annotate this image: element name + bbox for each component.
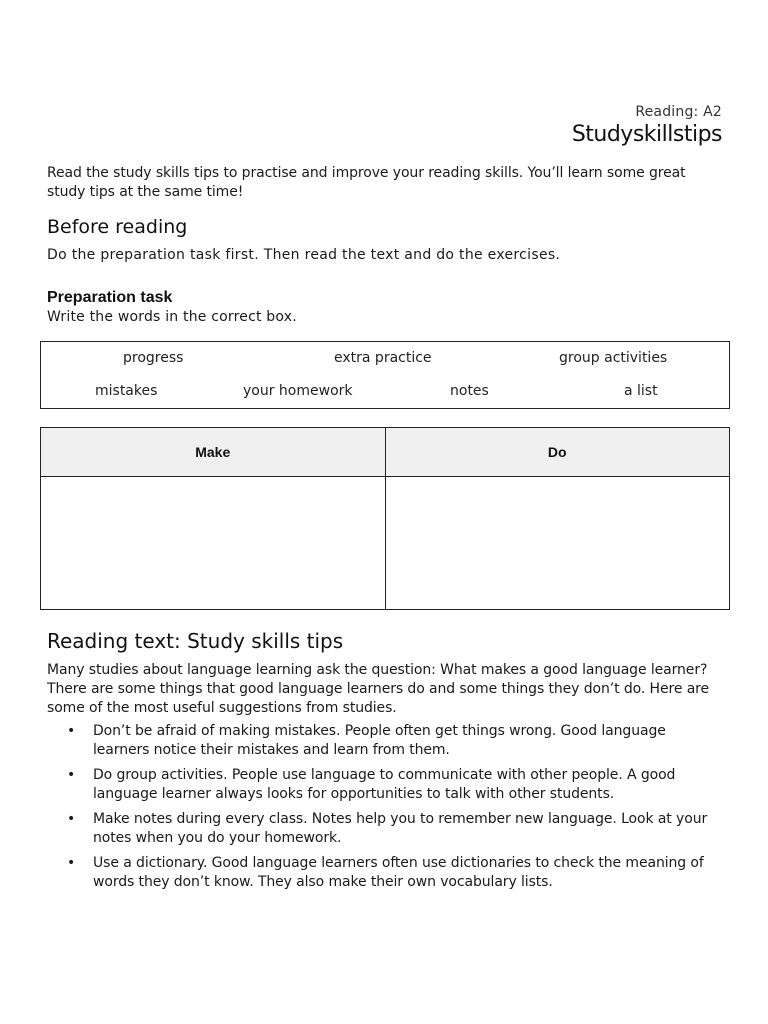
- level-label: Reading: A2: [635, 104, 722, 120]
- bullet-icon: •: [67, 767, 76, 783]
- list-item: [47, 854, 717, 892]
- make-do-table: [40, 427, 730, 610]
- preparation-instruction: Write the words in the correct box.: [47, 309, 297, 325]
- tip-text: Don’t be afraid of making mistakes. People often get things wrong. Good language learners notice their mistakes and learn from them.: [93, 723, 666, 758]
- reading-text-intro: Many studies about language learning ask the question: What makes a good language learner? There are some things that good language learners do and some things they don’t do. Here are some of the most useful suggestions from studies.: [47, 662, 710, 716]
- tips-list: [47, 722, 717, 898]
- list-item: [47, 722, 717, 760]
- word-group-activities: group activities: [559, 350, 668, 366]
- do-answer-cell[interactable]: [385, 477, 730, 610]
- before-reading-heading: Before reading: [47, 216, 188, 238]
- tip-text: Do group activities. People use language to communicate with other people. A good language learner always looks for opportunities to talk with other students.: [93, 767, 676, 802]
- bullet-icon: •: [67, 723, 76, 739]
- word-progress: progress: [123, 350, 184, 366]
- bullet-icon: •: [67, 855, 76, 871]
- word-a-list: a list: [624, 383, 658, 399]
- tip-text: Use a dictionary. Good language learners often use dictionaries to check the meaning of words they don’t know. They also make their own vocabulary lists.: [93, 855, 704, 890]
- do-column-header: Do: [385, 428, 730, 477]
- bullet-icon: •: [67, 811, 76, 827]
- before-reading-text: Do the preparation task first. Then read the text and do the exercises.: [47, 247, 561, 263]
- word-notes: notes: [450, 383, 489, 399]
- make-column-header: Make: [41, 428, 386, 477]
- list-item: [47, 810, 717, 848]
- list-item: [47, 766, 717, 804]
- make-answer-cell[interactable]: [41, 477, 386, 610]
- word-box: [40, 341, 730, 409]
- preparation-heading: Preparation task: [47, 289, 173, 306]
- page-title: Studyskillstips: [571, 122, 722, 147]
- word-your-homework: your homework: [243, 383, 353, 399]
- word-extra-practice: extra practice: [334, 350, 432, 366]
- word-mistakes: mistakes: [95, 383, 158, 399]
- reading-text-heading: Reading text: Study skills tips: [47, 629, 344, 653]
- intro-text: Read the study skills tips to practise and improve your reading skills. You’ll learn some great study tips at the same time!: [47, 165, 686, 200]
- tip-text: Make notes during every class. Notes help you to remember new language. Look at your notes when you do your homework.: [93, 811, 708, 846]
